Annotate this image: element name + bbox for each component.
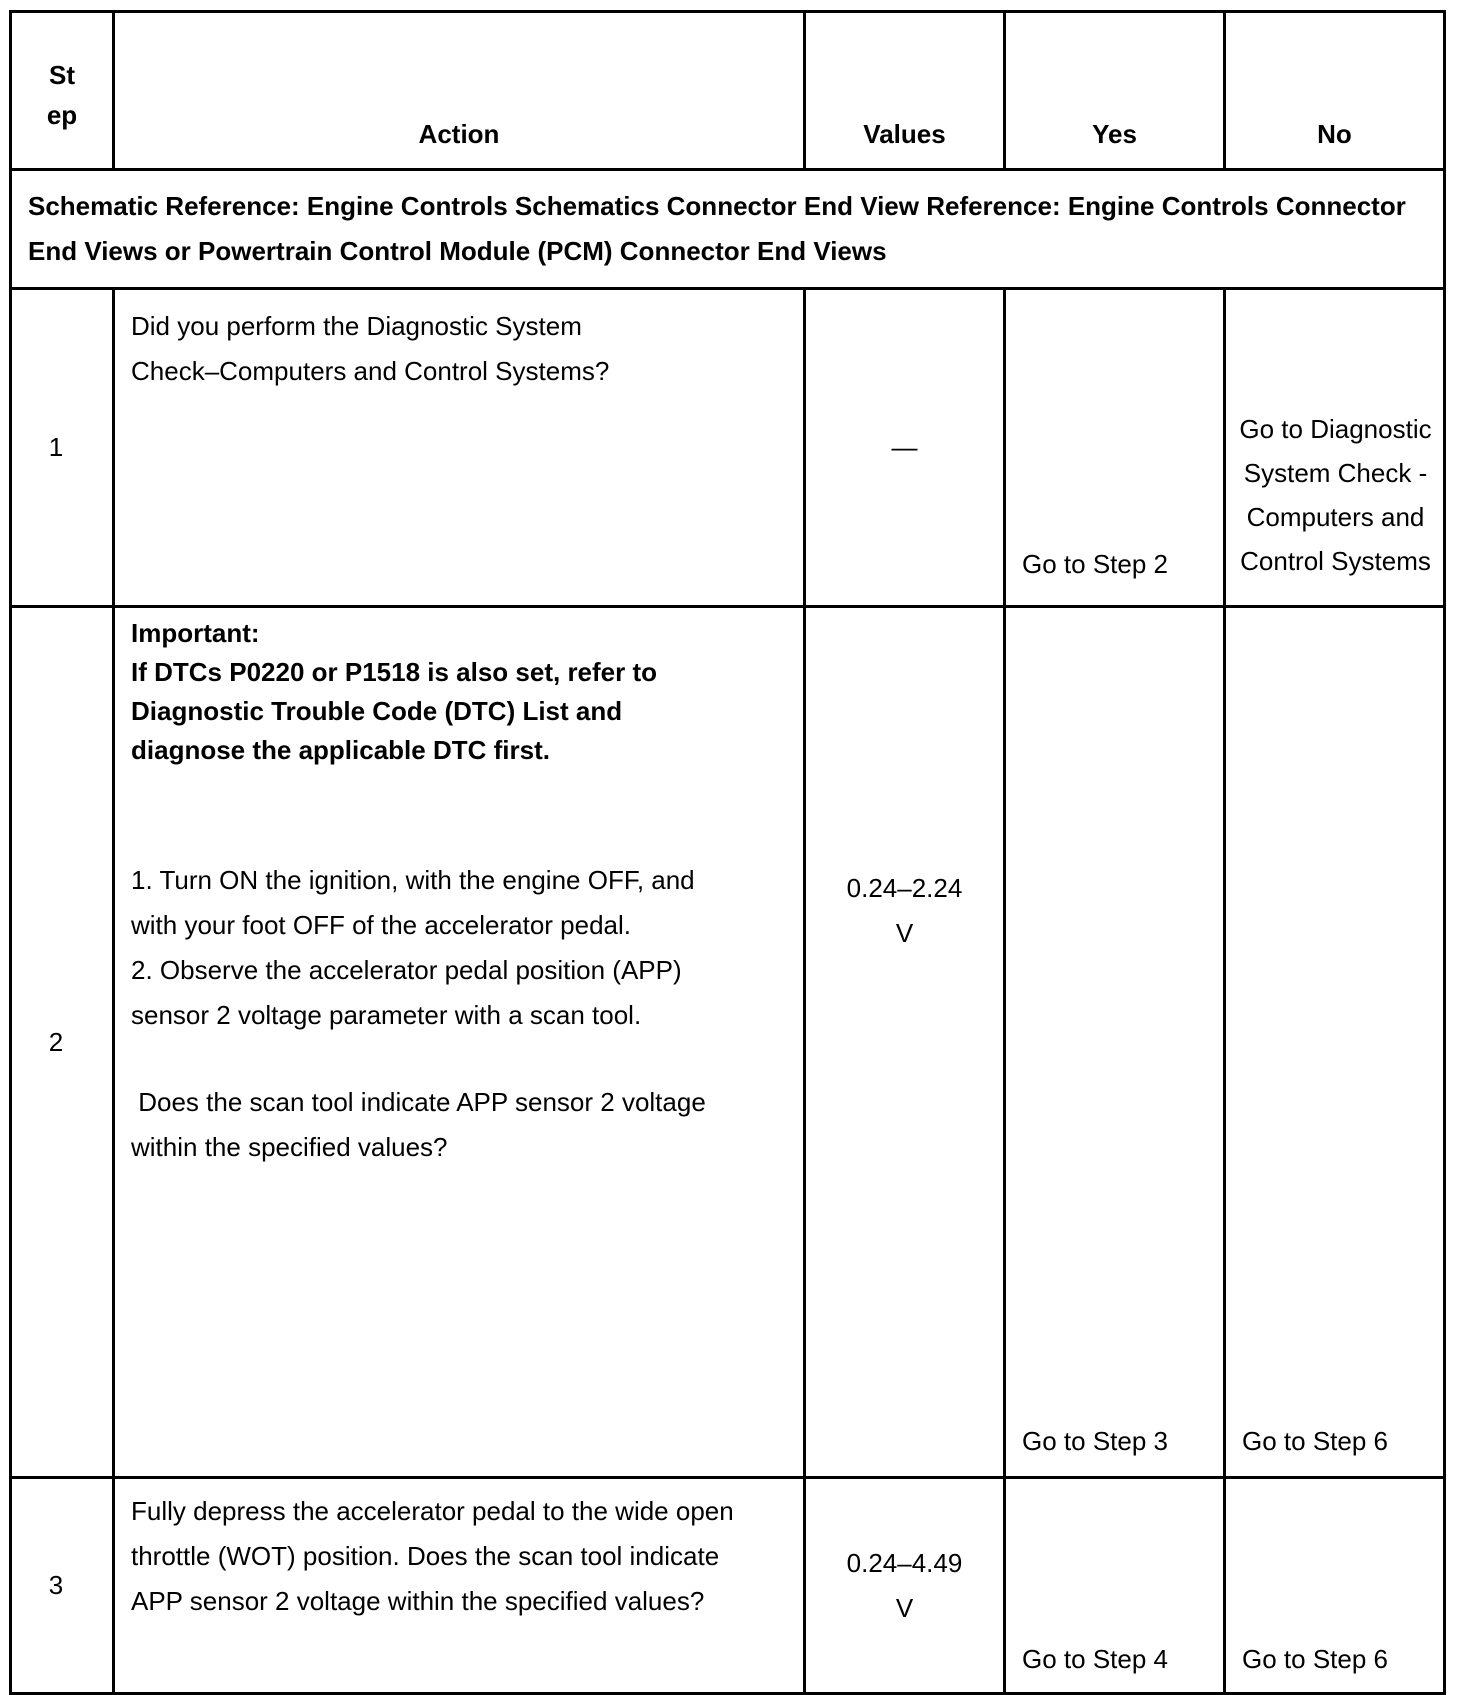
yes-cell: Go to Step 4: [1005, 1478, 1225, 1694]
schematic-reference: Schematic Reference: Engine Controls Schematics Connector End View Reference: Engine Controls Connector End Views or Powertrain Control Module (PCM) Connector End Views: [11, 170, 1445, 289]
action-text: Fully depress the accelerator pedal to the wide open throttle (WOT) position. Does the scan tool indicate APP sensor 2 voltage within the specified values?: [114, 1478, 805, 1694]
step-number: 2: [11, 607, 114, 1478]
instruction-2: 2. Observe the accelerator pedal position (APP) sensor 2 voltage parameter with a scan tool.: [131, 955, 682, 1030]
values-cell: —: [805, 289, 1005, 607]
yes-cell: Go to Step 3: [1005, 607, 1225, 1478]
question-text: Does the scan tool indicate APP sensor 2 voltage within the specified values?: [131, 1087, 714, 1162]
action-cell: [114, 607, 805, 1478]
table-row: [11, 289, 1445, 607]
header-action: Action: [114, 12, 805, 170]
header-yes: Yes: [1005, 12, 1225, 170]
important-label: Important:: [131, 618, 260, 648]
yes-cell: Go to Step 2: [1005, 289, 1225, 607]
no-cell: Go to Step 6: [1225, 607, 1445, 1478]
instruction-1: 1. Turn ON the ignition, with the engine OFF, and with your foot OFF of the accelerator pedal.: [131, 865, 695, 940]
table-row: [11, 1478, 1445, 1694]
step-number: 3: [11, 1478, 114, 1694]
header-row: [11, 12, 1445, 170]
diagnostic-table: [9, 10, 1446, 1695]
reference-row: [11, 170, 1445, 289]
action-text: Did you perform the Diagnostic System Check–Computers and Control Systems?: [114, 289, 805, 607]
values-cell: 0.24–2.24 V: [805, 607, 1005, 1478]
header-values: Values: [805, 12, 1005, 170]
step-number: 1: [11, 289, 114, 607]
values-cell: 0.24–4.49 V: [805, 1478, 1005, 1694]
no-cell: Go to Step 6: [1225, 1478, 1445, 1694]
no-cell: Go to Diagnostic System Check - Computers and Control Systems: [1225, 289, 1445, 607]
header-no: No: [1225, 12, 1445, 170]
header-step: St ep: [11, 12, 114, 170]
table-row: [11, 607, 1445, 1478]
important-text: If DTCs P0220 or P1518 is also set, refer to Diagnostic Trouble Code (DTC) List and diagnose the applicable DTC first.: [131, 657, 658, 765]
